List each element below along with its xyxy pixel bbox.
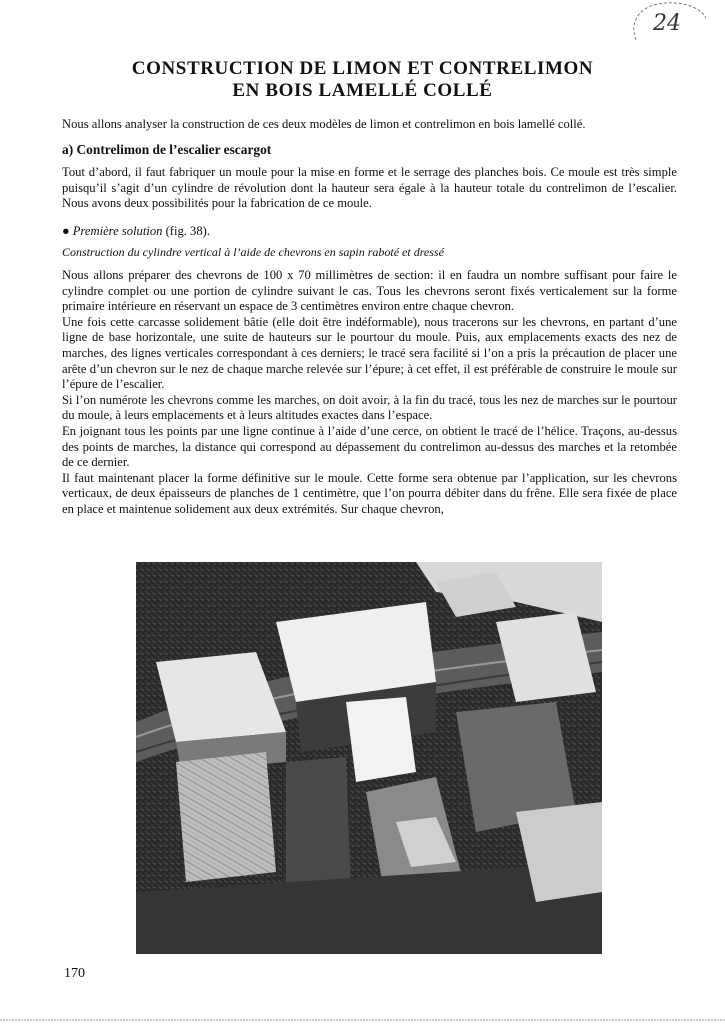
solution-bullet	[62, 224, 210, 239]
photograph-chevron-mould	[136, 562, 602, 954]
page-bottom-edge	[0, 1016, 725, 1024]
handwritten-page-note: 24	[653, 11, 681, 36]
page-title-line-1: CONSTRUCTION DE LIMON ET CONTRELIMON	[131, 58, 594, 79]
intro-paragraph: Nous allons analyser la construction de ces deux modèles de limon et contrelimon en bois lamellé collé.	[62, 117, 586, 131]
paragraph-1: Tout d’abord, il faut fabriquer un moule pour la mise en forme et le serrage des planches bois. Ce moule est très simple puisqu’il s’agit d’un cylindre de révolution dont la hauteur sera égale à la hauteur totale du contrelimon de l’escalier. Nous avons deux possibilités pour la fabrication de ce moule.	[62, 165, 677, 211]
subheading: Construction du cylindre vertical à l’aide de chevrons en sapin raboté et dressé	[62, 245, 444, 259]
figure-reference: (fig. 38).	[162, 224, 210, 238]
paragraph-2: Nous allons préparer des chevrons de 100 x 70 millimètres de section: il en faudra un nombre suffisant pour faire le cylindre complet ou une portion de cylindre suivant le cas. Tous les chevrons seront fixés verticalement sur la forme primaire intérieure en réservant un espace de 3 centimètres environ entre chaque chevron. Une fois cette carcasse solidement bâtie (elle doit être indéformable), nous tracerons sur les chevrons, en partant d’une ligne de base horizontale, une suite de hauteurs sur le pourtour du moule. Puis, aux emplacements exacts des nez de marches, des lignes verticales correspondant à ces derniers; le tracé sera facilité si l’on a pris la précaution de placer une arête d’un chevron sur le nez de chaque marche relevée sur l’épure; à cet effet, il est préférable de construire le moule sur l’épure de l’escalier. Si l’on numérote les chevrons comme les marches, on doit avoir, à la fin du tracé, tous les nez de marches sur le pourtour du moule, à leurs emplacements et à leurs altitudes exactes dans l’espace. En joignant tous les points par une ligne continue à l’aide d’une cerce, on obtient le tracé de l’hélice. Traçons, au-dessus des points de marches, la distance qui correspond au dépassement du contrelimon au-dessus des marches et la retombée de ce dernier. Il faut maintenant placer la forme définitive sur le moule. Cette forme sera obtenue par l’application, sur les chevrons verticaux, de deux épaisseurs de planches de 1 centimètre, que l’on pourra débiter dans du frêne. Elle sera fixée de place en place et maintenue solidement aux deux extrémités. Sur chaque chevron,	[62, 268, 677, 516]
page-title-line-2: EN BOIS LAMELLÉ COLLÉ	[232, 80, 493, 101]
bullet-label: Première solution	[72, 224, 163, 238]
section-heading: a) Contrelimon de l’escalier escargot	[62, 142, 272, 157]
page-number: 170	[64, 966, 85, 981]
bullet-marker: ●	[62, 224, 70, 238]
